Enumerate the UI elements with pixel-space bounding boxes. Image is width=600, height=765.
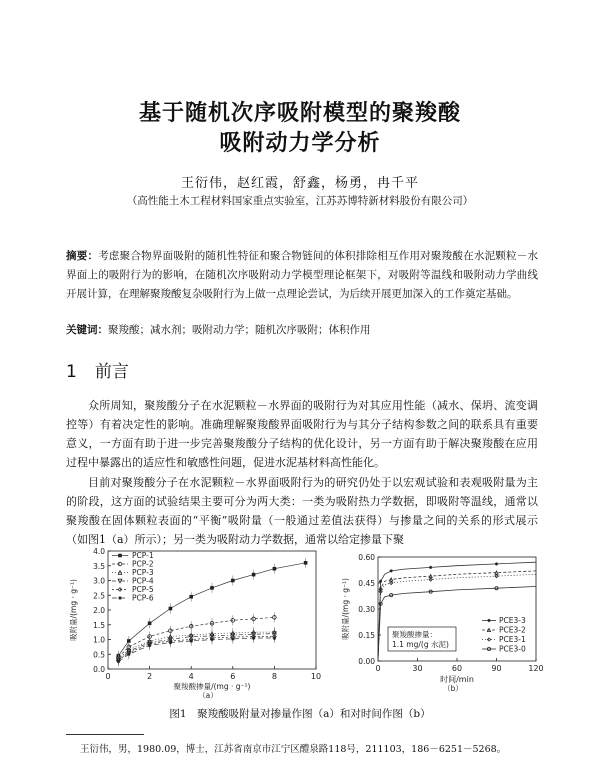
data-point-pce3-3 (390, 569, 393, 572)
legend-marker (118, 596, 122, 600)
legend-label-pcp-1: PCP-1 (132, 551, 154, 560)
x-tick-label: 8 (271, 672, 277, 681)
legend-label-pce3-3: PCE3-3 (499, 616, 526, 625)
keywords-label: 关键词： (66, 324, 108, 336)
data-point-pcp-1 (189, 595, 193, 599)
panel-label: （a） (198, 691, 218, 700)
data-point-pcp-1 (210, 586, 214, 590)
data-point-pcp-6 (169, 641, 173, 645)
legend-label-pce3-0: PCE3-0 (499, 644, 526, 654)
data-point-pcp-1 (273, 567, 277, 571)
x-tick-label: 60 (451, 664, 463, 673)
legend-label-pcp-6: PCP-6 (132, 593, 154, 603)
data-point-pce3-3 (379, 580, 382, 583)
legend-label-pcp-5: PCP-5 (132, 585, 154, 594)
footnote-rule (66, 734, 144, 735)
y-tick-label: 0.30 (358, 605, 375, 614)
y-tick-label: 3.5 (93, 561, 105, 571)
y-axis-label: 吸附量/(mg · g⁻¹) (69, 579, 78, 641)
panel-label: （b） (443, 684, 463, 693)
x-tick-label: 0 (105, 672, 111, 681)
authors: 王衍伟，赵红霞，舒鑫，杨勇，冉千平 (180, 176, 419, 191)
y-tick-label: 1.5 (93, 620, 105, 630)
legend-marker (118, 579, 122, 583)
annotation-line1: 聚羧酸掺量： (392, 630, 437, 639)
y-tick-label: 3.0 (93, 576, 105, 586)
data-point-pce3-3 (429, 566, 432, 569)
legend-marker (118, 554, 122, 558)
x-axis-label: 聚羧酸掺量/(mg · g⁻¹) (173, 682, 251, 691)
annotation-line2: 1.1 mg/(g 水泥) (392, 640, 449, 649)
legend-label-pce3-1: PCE3-1 (499, 635, 526, 644)
footnote: 王衍伟，男，1980.09，博士，江苏省南京市江宁区醴泉路118号，211103，186－6251－5268。 (80, 744, 507, 755)
y-tick-label: 0.0 (93, 665, 105, 674)
x-tick-label: 120 (528, 664, 544, 673)
legend-label-pcp-4: PCP-4 (132, 576, 154, 586)
keywords-text: 聚羧酸；减水剂；吸附动力学；随机次序吸附；体积作用 (108, 324, 371, 336)
y-tick-label: 0.45 (358, 579, 375, 588)
section-heading (66, 357, 129, 382)
y-tick-label: 0.15 (358, 631, 375, 640)
y-tick-label: 0.5 (93, 650, 105, 660)
series-line-pcp-2 (118, 617, 274, 657)
y-tick-label: 2.5 (93, 591, 105, 601)
paragraph-2: 目前对聚羧酸分子在水泥颗粒－水界面吸附行为的研究仍处于以宏观试验和表观吸附量为主的阶段，这方面的试验结果主要可分为两大类：一类为吸附热力学数据，即吸附等温线，通常以聚羧酸在固体颗粒表面的“平衡”吸附量（一般通过差值法获得）与掺量之间的关系的形式展示（如图1（a）所示）；另一类为吸附动力学数据，通常以给定掺量下聚 (66, 476, 538, 546)
abstract (66, 247, 538, 304)
x-axis-label: 时间/min (440, 675, 474, 684)
figure-1a-chart (66, 543, 336, 700)
series-line-pcp-6 (118, 638, 274, 662)
data-point-pcp-1 (148, 621, 152, 625)
x-tick-label: 2 (147, 672, 153, 681)
abstract-label: 摘要： (66, 250, 99, 262)
abstract-text: 考虑聚合物界面吸附的随机性特征和聚合物链间的体积排除相互作用对聚羧酸在水泥颗粒－水界面上的吸附行为的影响，在随机次序吸附动力学模型理论框架下，对吸附等温线和吸附动力学曲线开展计算，在理解聚羧酸复杂吸附行为上做一点理论尝试，为后续开展更加深入的工作奠定基础。 (66, 250, 539, 300)
series-line-pcp-5 (118, 637, 274, 661)
data-point-pce3-3 (495, 562, 498, 565)
legend-label-pcp-2: PCP-2 (132, 559, 154, 569)
figure-caption: 图1 聚羧酸吸附量对掺量作图（a）和对时间作图（b） (169, 708, 431, 720)
x-tick-label: 90 (491, 664, 502, 673)
legend-label-pcp-3: PCP-3 (132, 568, 154, 577)
y-axis-label: 吸附量/(mg · g⁻¹) (341, 578, 350, 640)
y-tick-label: 1.0 (93, 635, 105, 645)
figure-1b-chart (336, 543, 546, 695)
y-tick-label: 4.0 (93, 547, 105, 556)
x-tick-label: 0 (375, 664, 381, 673)
x-tick-label: 30 (412, 664, 423, 673)
x-tick-label: 6 (230, 672, 236, 681)
x-tick-label: 10 (310, 672, 322, 681)
x-tick-label: 4 (188, 672, 194, 681)
series-line-pcp-4 (118, 634, 274, 661)
legend-label-pce3-2: PCE3-2 (499, 625, 526, 635)
paper-title-line1: 基于随机次序吸附模型的聚羧酸 (138, 101, 461, 126)
section-number: 1 (66, 362, 77, 382)
paragraph-1: 众所周知，聚羧酸分子在水泥颗粒－水界面的吸附行为对其应用性能（减水、保坍、流变调控等）有着决定性的影响。准确理解聚羧酸界面吸附行为与其分子结构参数之间的联系具有重要意义，一方面有助于进一步完善聚羧酸分子结构的优化设计，另一方面有助于解决聚羧酸在应用过程中暴露出的适应性和敏感性问题，促进水泥基材料高性能化。 (66, 399, 538, 469)
y-tick-label: 2.0 (93, 606, 105, 615)
affiliation: （高性能土木工程材料国家重点实验室，江苏苏博特新材料股份有限公司） (126, 195, 474, 207)
keywords (66, 321, 538, 340)
data-point-pcp-1 (169, 607, 173, 611)
legend-marker (487, 619, 490, 622)
data-point-pcp-1 (304, 561, 308, 565)
section-title: 前言 (94, 362, 129, 382)
y-tick-label: 0.00 (358, 657, 375, 666)
legend-marker (118, 571, 122, 575)
data-point-pcp-1 (231, 579, 235, 583)
data-point-pce3-2 (495, 571, 498, 574)
paper-title-line2: 吸附动力学分析 (219, 131, 381, 156)
data-point-pcp-1 (252, 573, 256, 577)
y-tick-label: 0.60 (358, 553, 375, 562)
